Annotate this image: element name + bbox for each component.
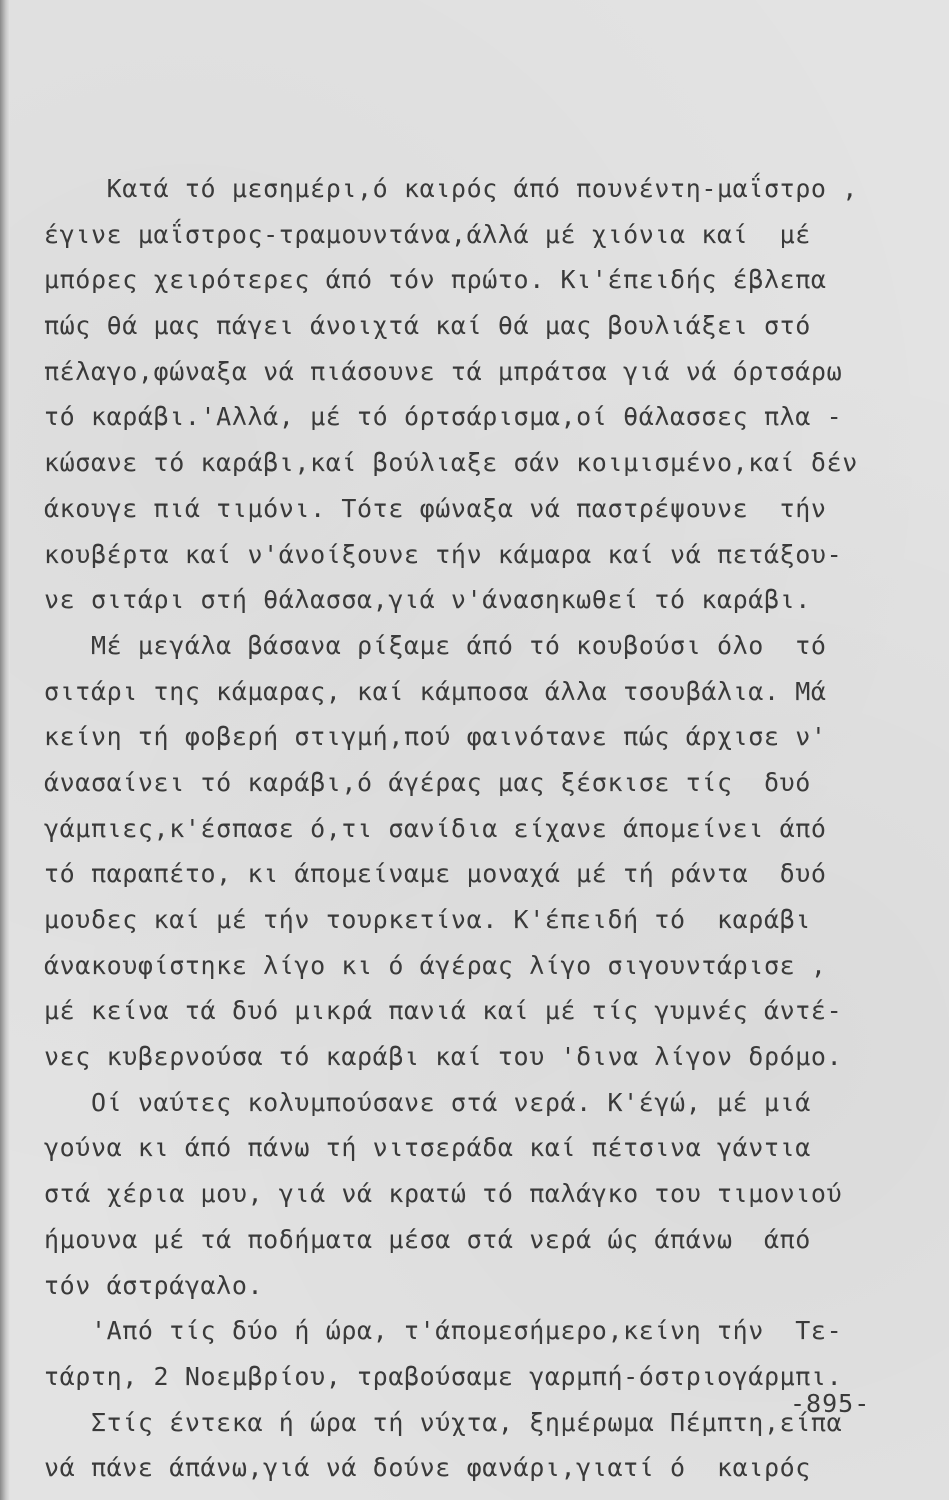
text-line: έγινε μαΐστρος-τραμουντάνα,άλλά μέ χιόνια καί μέ	[44, 219, 811, 249]
text-line: ήμουνα μέ τά ποδήματα μέσα στά νερά ώς άπάνω άπό	[44, 1224, 811, 1254]
text-line: μουδες καί μέ τήν τουρκετίνα. Κ'έπειδή τό καράβι	[44, 905, 811, 934]
text-line: σιτάρι της κάμαρας, καί κάμποσα άλλα τσουβάλια. Μά	[44, 676, 827, 706]
text-line: μέ κείνα τά δυό μικρά πανιά καί μέ τίς γυμνές άντέ-	[44, 996, 843, 1026]
text-line: Στίς έντεκα ή ώρα τή νύχτα, ξημέρωμα Πέμπτη,είπα	[44, 1407, 843, 1437]
text-line: γούνα κι άπό πάνω τή νιτσεράδα καί πέτσινα γάντια	[44, 1133, 811, 1163]
text-line: άκουγε πιά τιμόνι. Τότε φώναξα νά παστρέψουνε τήν	[44, 493, 827, 523]
text-line: τό παραπέτο, κι άπομείναμε μοναχά μέ τή ράντα δυό	[44, 859, 827, 889]
text-line: 'Από τίς δύο ή ώρα, τ'άπομεσήμερο,κείνη τήν Τε-	[44, 1316, 843, 1346]
text-line: άνασαίνει τό καράβι,ό άγέρας μας ξέσκισε τίς δυό	[44, 767, 811, 797]
text-line: πέλαγο,φώναξα νά πιάσουνε τά μπράτσα γιά νά όρτσάρω	[44, 356, 843, 386]
text-line: τόν άστράγαλο.	[44, 1270, 264, 1300]
text-line: τό καράβι.'Αλλά, μέ τό όρτσάρισμα,οί θάλασσες πλα -	[44, 402, 843, 432]
text-line: Κατά τό μεσημέρι,ό καιρός άπό πουνέντη-μαΐστρο ,	[44, 174, 858, 203]
text-line: μπόρες χειρότερες άπό τόν πρώτο. Κι'έπειδής έβλεπα	[44, 265, 827, 295]
text-line: κώσανε τό καράβι,καί βούλιαξε σάν κοιμισμένο,καί δέν	[44, 448, 858, 478]
text-line: κουβέρτα καί ν'άνοίξουνε τήν κάμαρα καί νά πετάξου-	[44, 539, 843, 569]
text-line: πώς θά μας πάγει άνοιχτά καί θά μας βουλιάξει στό	[44, 311, 811, 341]
text-line: Οί ναύτες κολυμπούσανε στά νερά. Κ'έγώ, μέ μιά	[44, 1087, 811, 1117]
text-line: νά πάνε άπάνω,γιά νά δούνε φανάρι,γιατί ό καιρός	[44, 1453, 811, 1483]
text-line: γάμπιες,κ'έσπασε ό,τι σανίδια είχανε άπομείνει άπό	[44, 813, 827, 843]
text-line: νε σιτάρι στή θάλασσα,γιά ν'άνασηκωθεί τό καράβι.	[44, 585, 811, 615]
page-left-edge	[0, 0, 10, 1500]
text-line: στά χέρια μου, γιά νά κρατώ τό παλάγκο του τιμονιού	[44, 1179, 843, 1209]
text-line: νες κυβερνούσα τό καράβι καί του 'δινα λίγον δρόμο.	[44, 1042, 843, 1072]
text-line: κείνη τή φοβερή στιγμή,πού φαινότανε πώς άρχισε ν'	[44, 722, 827, 752]
page-number: -895-	[790, 1389, 871, 1418]
body-text	[44, 166, 906, 1491]
text-line: τάρτη, 2 Νοεμβρίου, τραβούσαμε γαρμπή-όστριογάρμπι.	[44, 1361, 843, 1391]
text-line: Μέ μεγάλα βάσανα ρίξαμε άπό τό κουβούσι όλο τό	[44, 630, 827, 660]
text-line: άνακουφίστηκε λίγο κι ό άγέρας λίγο σιγουντάρισε ,	[44, 950, 827, 980]
